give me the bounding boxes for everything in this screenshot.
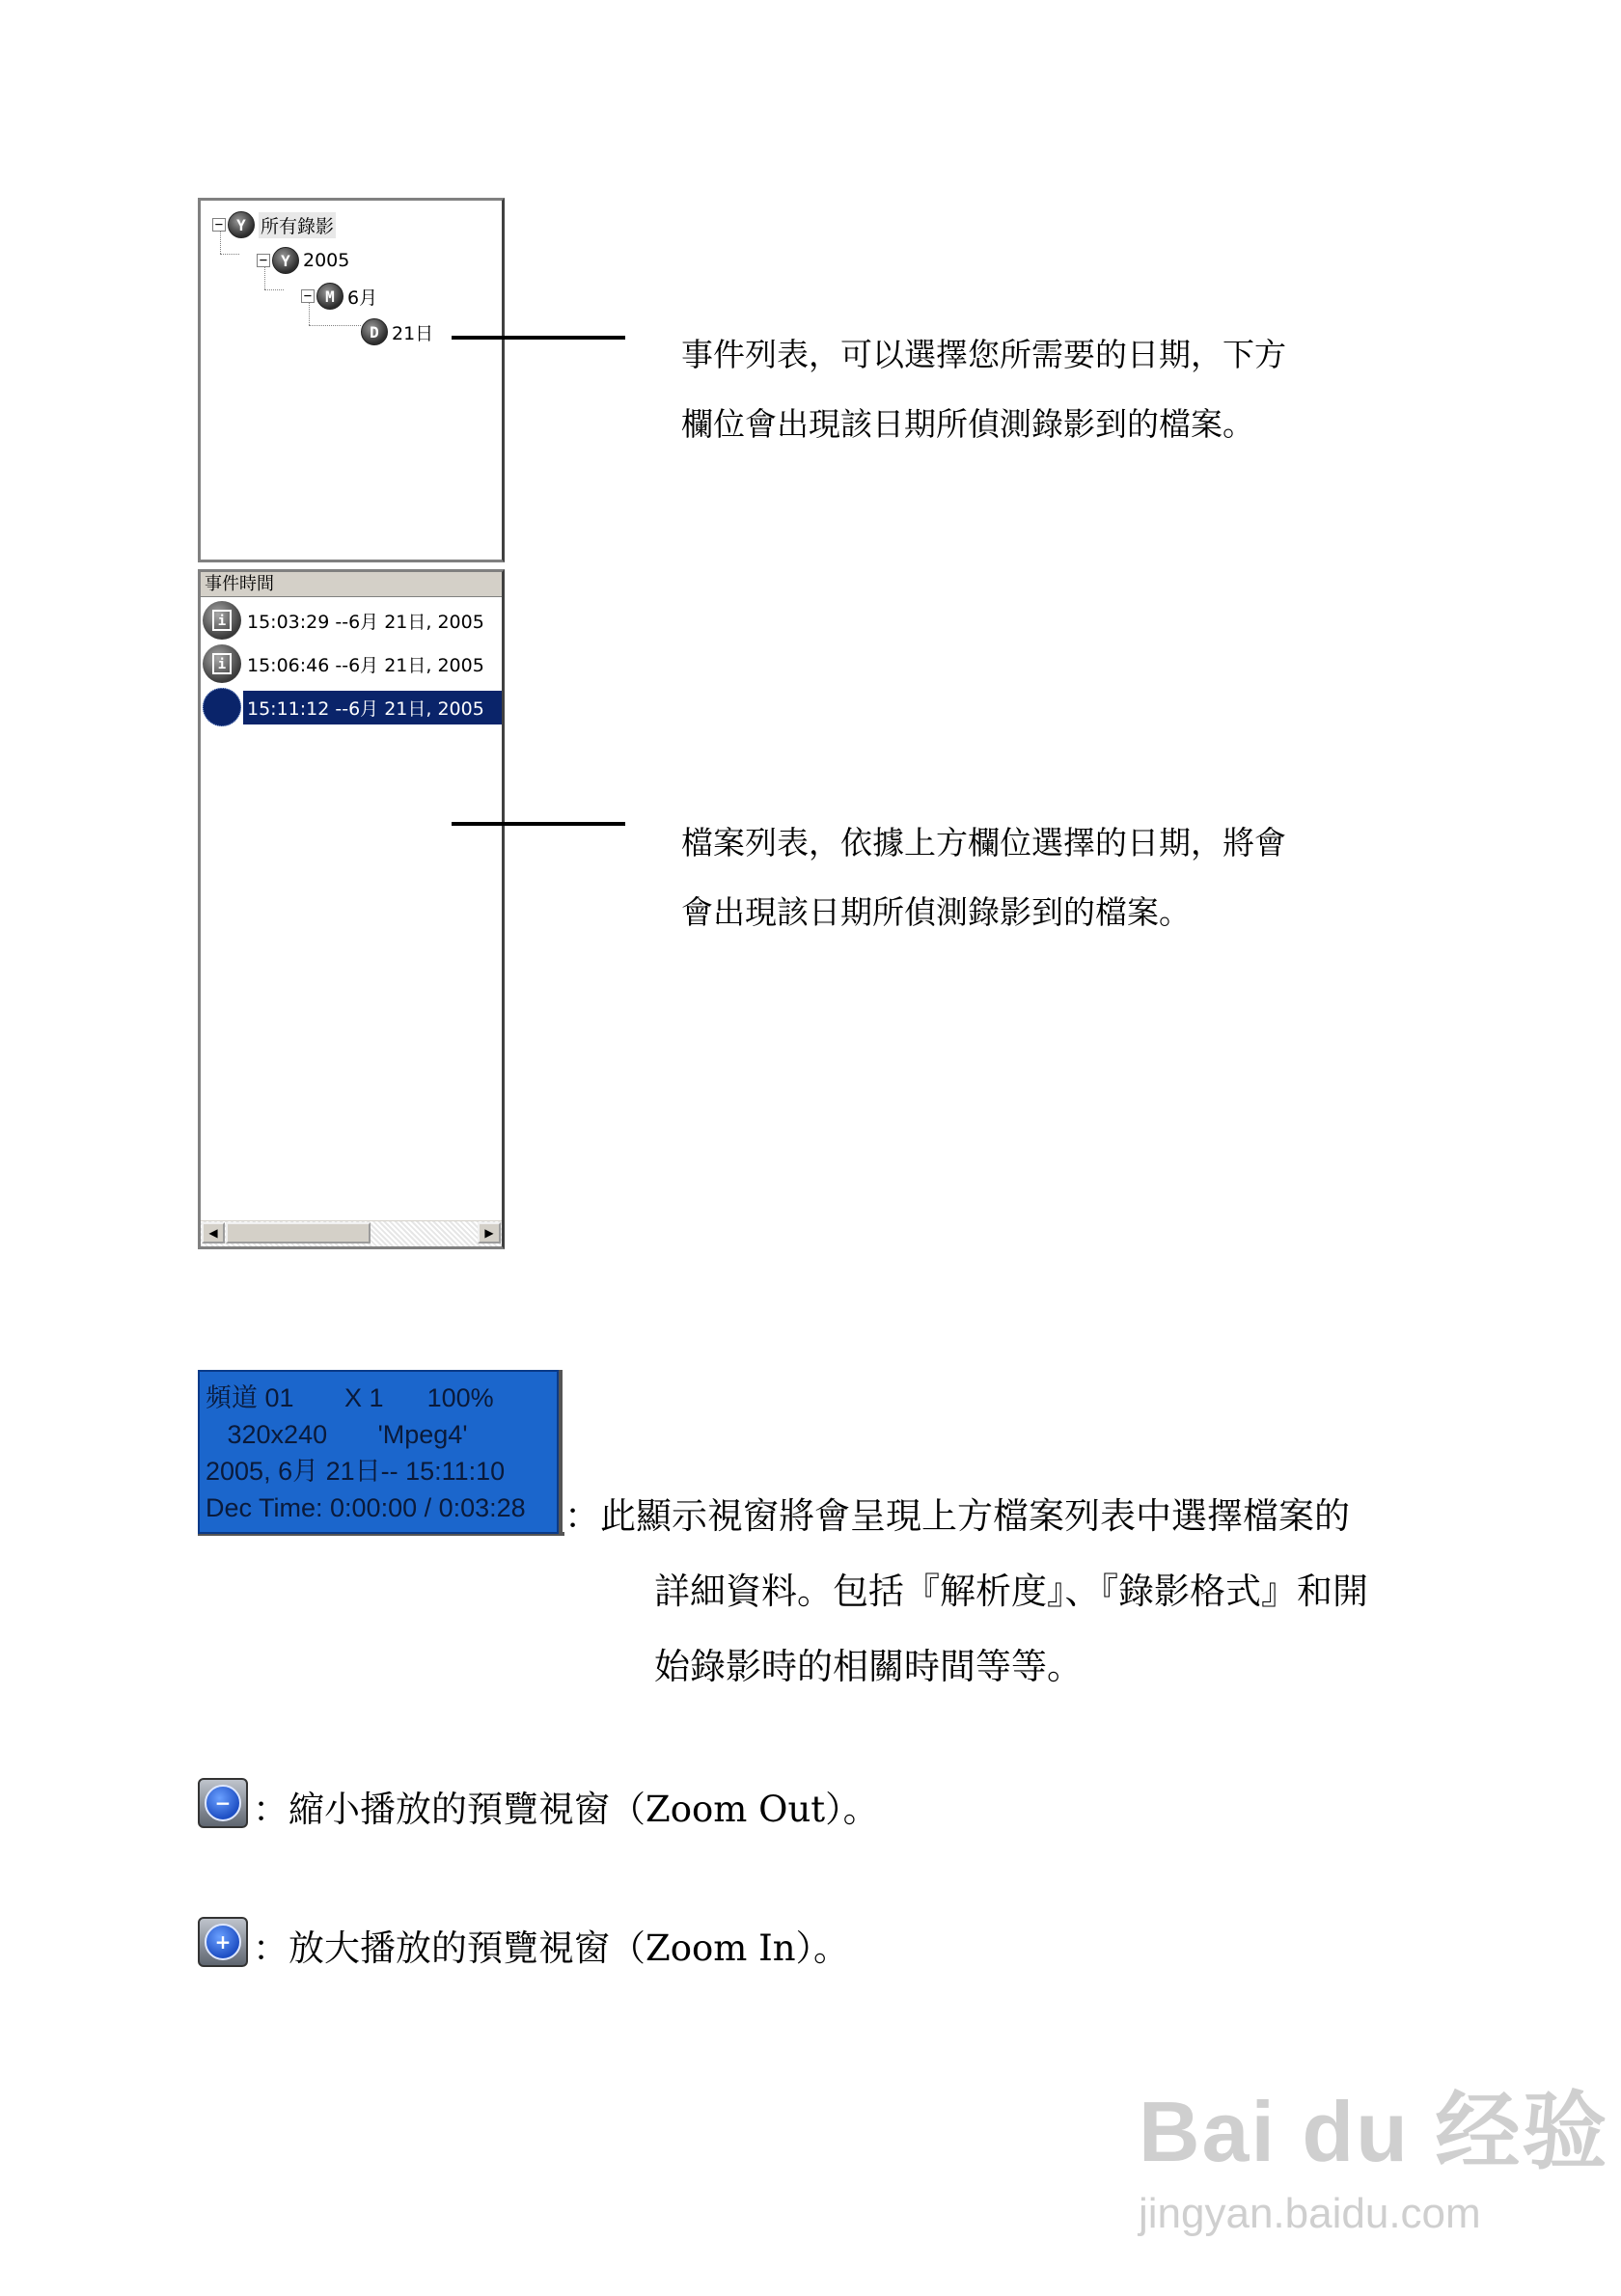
callout-list-text xyxy=(681,808,1286,947)
playback-info-display xyxy=(198,1370,559,1534)
tree-node-label: 2005 xyxy=(303,250,350,271)
zoom-out-description: ：縮小播放的預覽視窗（Zoom Out）。 xyxy=(253,1789,879,1830)
zoom-in-icon[interactable] xyxy=(198,1917,248,1967)
info-format-line: 320x240 'Mpeg4' xyxy=(206,1420,468,1449)
callout-line-tree xyxy=(452,336,625,340)
info-description-line-3: 始錄影時的相關時間等等。 xyxy=(654,1646,1083,1687)
watermark-url: jingyan.baidu.com xyxy=(1139,2190,1481,2237)
event-row-text: 15:06:46 --6月 21日, 2005 xyxy=(247,654,484,676)
tree-node-label: 21日 xyxy=(392,322,434,344)
collapse-icon[interactable]: − xyxy=(301,289,315,303)
event-row-text: 15:11:12 --6月 21日, 2005 xyxy=(243,691,502,724)
month-node-icon: M xyxy=(316,283,343,310)
callout-line-list xyxy=(452,822,625,826)
scrollbar-thumb[interactable] xyxy=(226,1222,371,1244)
callout-line-2: 會出現該日期所偵測錄影到的檔案。 xyxy=(681,893,1191,931)
callout-line-2: 欄位會出現該日期所偵測錄影到的檔案。 xyxy=(681,405,1254,443)
tree-connector xyxy=(264,289,284,290)
horizontal-scrollbar[interactable] xyxy=(201,1220,502,1246)
callout-tree-text xyxy=(681,320,1286,459)
tree-node-month[interactable] xyxy=(301,282,377,311)
tree-connector xyxy=(220,254,239,255)
event-row-text: 15:03:29 --6月 21日, 2005 xyxy=(247,611,484,633)
scroll-left-icon[interactable]: ◀ xyxy=(202,1222,225,1244)
event-time-column-header[interactable]: 事件時間 xyxy=(201,572,502,597)
watermark-brand: Bai du 经验 xyxy=(1139,2084,1609,2179)
tree-node-day[interactable] xyxy=(361,317,433,346)
info-icon: i xyxy=(203,601,241,640)
tree-node-year[interactable] xyxy=(257,246,349,275)
year-node-icon: Y xyxy=(272,247,299,274)
info-dectime-line: Dec Time: 0:00:00 / 0:03:28 xyxy=(206,1493,526,1522)
zoom-out-icon[interactable] xyxy=(198,1778,248,1828)
callout-line-1: 檔案列表，依據上方欄位選擇的日期，將會 xyxy=(681,824,1286,861)
scroll-right-icon[interactable]: ▶ xyxy=(478,1222,501,1244)
tree-node-label: 所有錄影 xyxy=(259,212,336,238)
magnifier-icon: + xyxy=(205,1924,241,1960)
info-channel-line: 頻道 01 X 1 100% xyxy=(206,1383,494,1412)
tree-node-all-recordings[interactable] xyxy=(212,210,336,239)
info-icon xyxy=(203,688,241,726)
event-row[interactable] xyxy=(203,601,502,640)
day-node-icon: D xyxy=(361,318,388,345)
year-node-icon: Y xyxy=(228,211,255,238)
magnifier-icon: − xyxy=(205,1785,241,1821)
collapse-icon[interactable]: − xyxy=(257,254,270,267)
tree-connector xyxy=(309,325,361,326)
event-row[interactable] xyxy=(203,644,502,683)
tree-node-label: 6月 xyxy=(347,287,378,309)
info-description-line-2: 詳細資料。包括『解析度』、『錄影格式』和開 xyxy=(654,1571,1368,1612)
callout-line-1: 事件列表，可以選擇您所需要的日期，下方 xyxy=(681,336,1286,373)
info-box-shadow xyxy=(559,1370,563,1536)
event-list-panel xyxy=(198,569,505,1249)
info-description-line-1: ：此顯示視窗將會呈現上方檔案列表中選擇檔案的 xyxy=(564,1495,1350,1537)
event-tree-panel xyxy=(198,198,505,562)
event-row-selected[interactable] xyxy=(203,688,502,726)
zoom-in-description: ：放大播放的預覽視窗（Zoom In）。 xyxy=(253,1927,850,1969)
baidu-watermark xyxy=(1139,2064,1608,2238)
info-icon: i xyxy=(203,644,241,683)
collapse-icon[interactable]: − xyxy=(212,218,226,232)
info-datetime-line: 2005, 6月 21日-- 15:11:10 xyxy=(206,1457,506,1486)
